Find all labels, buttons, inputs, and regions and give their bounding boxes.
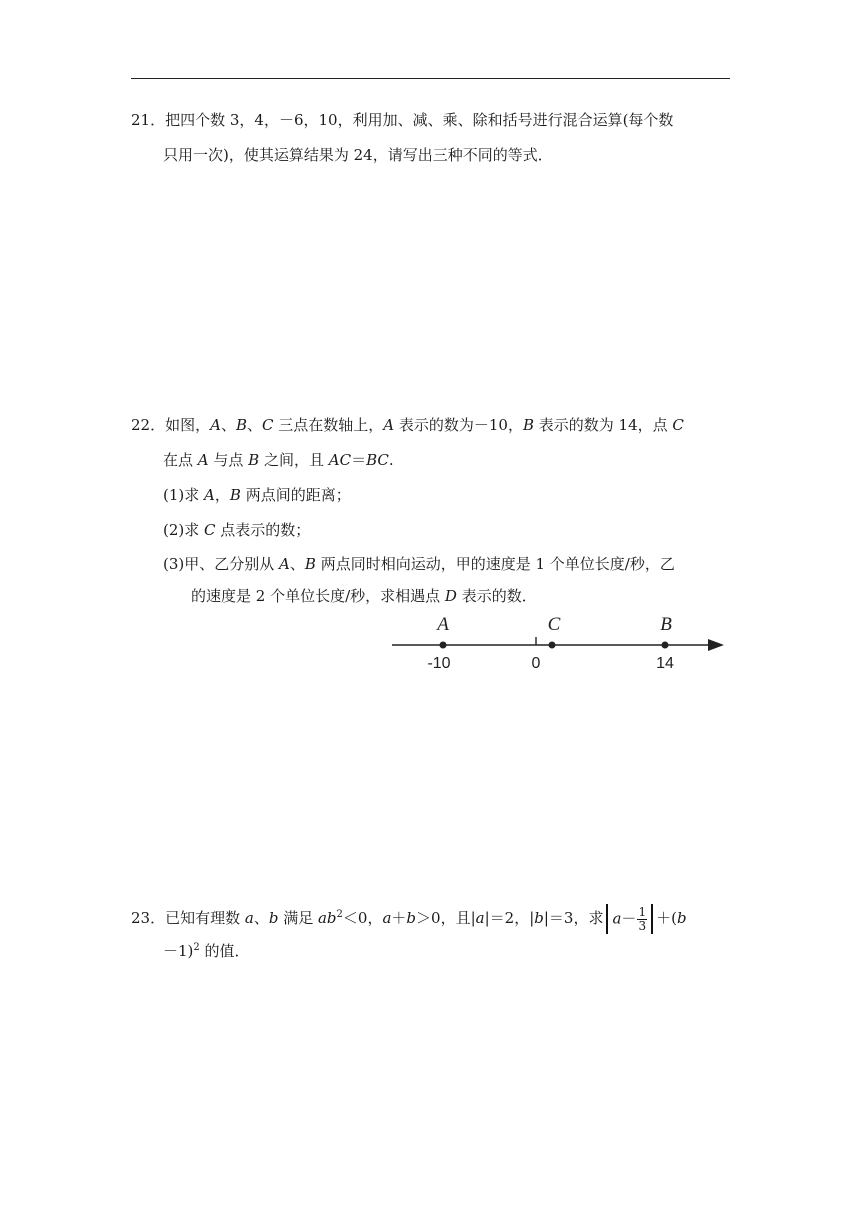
point-A-dot xyxy=(440,642,447,649)
value-label-B: 14 xyxy=(656,655,674,672)
value-label-A: -10 xyxy=(427,655,451,672)
question-21-line-1: 21．把四个数 3，4，－6，10，利用加、减、乘、除和括号进行混合运算(每个数 xyxy=(131,111,674,129)
point-A-label: A xyxy=(437,614,449,635)
question-22-part-3-line-2: 的速度是 2 个单位长度/秒，求相遇点 D 表示的数． xyxy=(191,587,537,605)
abs-bar-right xyxy=(651,904,653,934)
fraction-one-third: $\frac{1}{3}$ xyxy=(638,904,647,933)
question-21-line-2: 只用一次)，使其运算结果为 24，请写出三种不同的等式． xyxy=(163,146,553,164)
point-B-label: B xyxy=(660,614,672,635)
question-22-part-3: (3)甲、乙分别从 A、B 两点同时相向运动，甲的速度是 1 个单位长度/秒，乙 xyxy=(163,555,675,573)
value-label-zero: 0 xyxy=(531,655,541,672)
question-22-part-2: (2)求 C 点表示的数； xyxy=(163,521,311,539)
number-line-arrow xyxy=(708,639,724,651)
question-22-line-1: 22．如图，A、B、C 三点在数轴上，A 表示的数为－10，B 表示的数为 14，点 C xyxy=(131,416,684,434)
absolute-value-expression: a－ $\frac{1}{3}$ xyxy=(606,904,653,934)
point-C-dot xyxy=(549,642,556,649)
question-22-line-2: 在点 A 与点 B 之间，且 AC＝BC. xyxy=(163,451,394,469)
question-23-line-1: 23．已知有理数 a、b 满足 $ab^2<0$，a＋b＞0，且|a|＝2，|b|＝3，求 a－ $\frac{1}{3}$ ＋(b xyxy=(131,904,687,933)
question-23-line-2: －1)$^2$ 的值． xyxy=(163,942,250,960)
header-rule xyxy=(131,78,730,79)
number-line-figure xyxy=(388,608,733,678)
point-B-dot xyxy=(662,642,669,649)
point-C-label: C xyxy=(547,614,561,635)
question-22-part-1: (1)求 A，B 两点间的距离； xyxy=(163,486,351,504)
